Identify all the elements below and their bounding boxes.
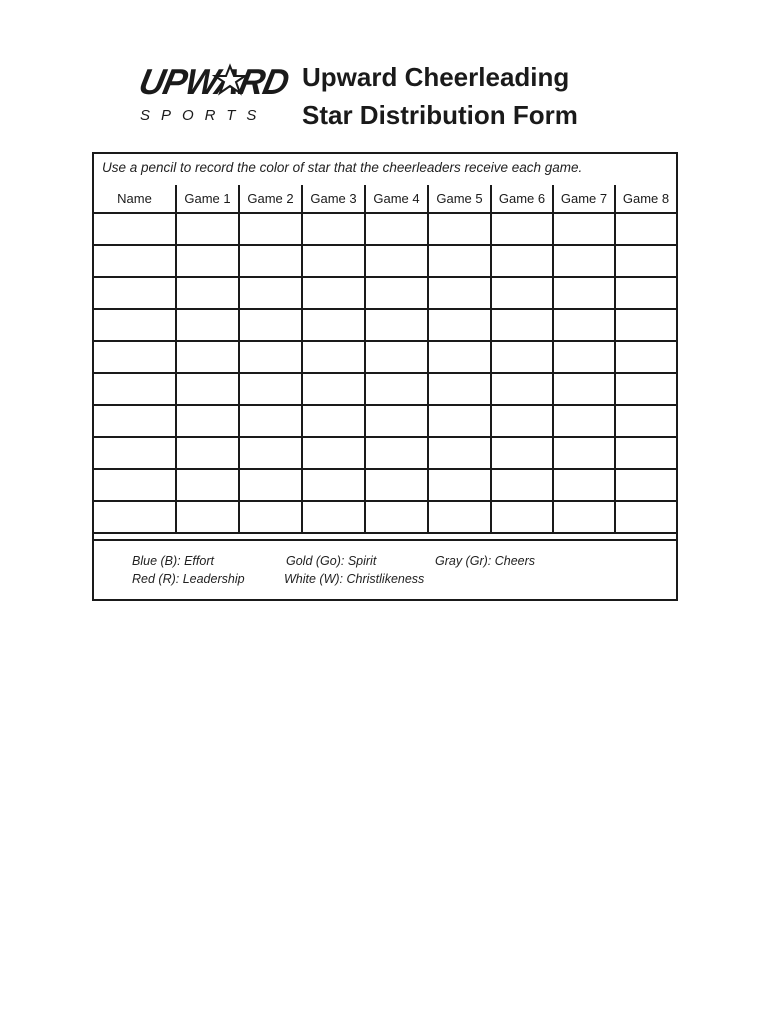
game-cell[interactable] bbox=[491, 469, 553, 501]
header-game-5: Game 5 bbox=[428, 185, 491, 213]
game-cell[interactable] bbox=[553, 245, 615, 277]
game-cell[interactable] bbox=[553, 341, 615, 373]
game-cell[interactable] bbox=[176, 213, 239, 245]
game-cell[interactable] bbox=[428, 341, 491, 373]
game-cell[interactable] bbox=[615, 277, 676, 309]
game-cell[interactable] bbox=[239, 501, 302, 533]
game-cell[interactable] bbox=[239, 245, 302, 277]
game-cell[interactable] bbox=[176, 469, 239, 501]
table-header-row bbox=[94, 185, 676, 213]
name-cell[interactable] bbox=[94, 437, 176, 469]
game-cell[interactable] bbox=[428, 405, 491, 437]
game-cell[interactable] bbox=[615, 245, 676, 277]
game-cell[interactable] bbox=[615, 405, 676, 437]
game-cell[interactable] bbox=[302, 309, 365, 341]
table-row bbox=[94, 309, 676, 341]
game-cell[interactable] bbox=[553, 213, 615, 245]
header-name: Name bbox=[94, 185, 176, 213]
game-cell[interactable] bbox=[302, 373, 365, 405]
game-cell[interactable] bbox=[491, 437, 553, 469]
game-cell[interactable] bbox=[553, 501, 615, 533]
game-cell[interactable] bbox=[491, 277, 553, 309]
game-cell[interactable] bbox=[176, 373, 239, 405]
header-game-4: Game 4 bbox=[365, 185, 428, 213]
game-cell[interactable] bbox=[176, 437, 239, 469]
header-game-1: Game 1 bbox=[176, 185, 239, 213]
game-cell[interactable] bbox=[302, 437, 365, 469]
game-cell[interactable] bbox=[239, 405, 302, 437]
name-cell[interactable] bbox=[94, 501, 176, 533]
game-cell[interactable] bbox=[365, 277, 428, 309]
game-cell[interactable] bbox=[365, 309, 428, 341]
game-cell[interactable] bbox=[615, 213, 676, 245]
game-cell[interactable] bbox=[365, 437, 428, 469]
game-cell[interactable] bbox=[176, 277, 239, 309]
game-cell[interactable] bbox=[491, 245, 553, 277]
legend-white: White (W): Christlikeness bbox=[284, 572, 425, 586]
game-cell[interactable] bbox=[239, 373, 302, 405]
table-row bbox=[94, 373, 676, 405]
game-cell[interactable] bbox=[365, 469, 428, 501]
header-game-3: Game 3 bbox=[302, 185, 365, 213]
instruction-text: Use a pencil to record the color of star that the cheerleaders receive each game. bbox=[102, 160, 583, 175]
game-cell[interactable] bbox=[491, 309, 553, 341]
game-cell[interactable] bbox=[239, 341, 302, 373]
table-row bbox=[94, 341, 676, 373]
title-line-2: Star Distribution Form bbox=[302, 100, 578, 130]
game-cell[interactable] bbox=[553, 405, 615, 437]
game-cell[interactable] bbox=[491, 501, 553, 533]
game-cell[interactable] bbox=[302, 341, 365, 373]
table-row bbox=[94, 469, 676, 501]
game-cell[interactable] bbox=[365, 373, 428, 405]
header-game-2: Game 2 bbox=[239, 185, 302, 213]
title-line-1: Upward Cheerleading bbox=[302, 62, 570, 92]
logo-graphic bbox=[130, 62, 290, 126]
game-cell[interactable] bbox=[428, 245, 491, 277]
name-cell[interactable] bbox=[94, 341, 176, 373]
game-cell[interactable] bbox=[239, 469, 302, 501]
game-cell[interactable] bbox=[176, 501, 239, 533]
game-cell[interactable] bbox=[302, 405, 365, 437]
game-cell[interactable] bbox=[553, 373, 615, 405]
game-cell[interactable] bbox=[615, 469, 676, 501]
name-cell[interactable] bbox=[94, 245, 176, 277]
header-game-7: Game 7 bbox=[553, 185, 615, 213]
game-cell[interactable] bbox=[239, 309, 302, 341]
game-cell[interactable] bbox=[428, 277, 491, 309]
name-cell[interactable] bbox=[94, 373, 176, 405]
name-cell[interactable] bbox=[94, 309, 176, 341]
game-cell[interactable] bbox=[615, 501, 676, 533]
game-cell[interactable] bbox=[365, 341, 428, 373]
game-cell[interactable] bbox=[428, 469, 491, 501]
svg-text:UPWARD: UPWARD bbox=[135, 62, 290, 102]
game-cell[interactable] bbox=[365, 213, 428, 245]
upward-sports-logo bbox=[130, 62, 290, 126]
game-cell[interactable] bbox=[302, 469, 365, 501]
game-cell[interactable] bbox=[176, 245, 239, 277]
game-cell[interactable] bbox=[239, 213, 302, 245]
table-row bbox=[94, 245, 676, 277]
game-cell[interactable] bbox=[176, 405, 239, 437]
game-cell[interactable] bbox=[553, 469, 615, 501]
game-cell[interactable] bbox=[428, 213, 491, 245]
table-row bbox=[94, 277, 676, 309]
form-title bbox=[302, 58, 578, 134]
game-cell[interactable] bbox=[491, 373, 553, 405]
name-cell[interactable] bbox=[94, 277, 176, 309]
svg-text:SPORTS: SPORTS bbox=[140, 107, 268, 124]
name-cell[interactable] bbox=[94, 213, 176, 245]
game-cell[interactable] bbox=[615, 309, 676, 341]
name-cell[interactable] bbox=[94, 405, 176, 437]
star-distribution-form bbox=[92, 152, 678, 601]
name-cell[interactable] bbox=[94, 469, 176, 501]
game-cell[interactable] bbox=[239, 437, 302, 469]
game-cell[interactable] bbox=[553, 437, 615, 469]
legend-gold: Gold (Go): Spirit bbox=[286, 554, 377, 568]
game-cell[interactable] bbox=[302, 213, 365, 245]
game-cell[interactable] bbox=[553, 309, 615, 341]
game-cell[interactable] bbox=[365, 245, 428, 277]
game-cell[interactable] bbox=[491, 405, 553, 437]
game-cell[interactable] bbox=[491, 341, 553, 373]
table-row bbox=[94, 213, 676, 245]
game-cell[interactable] bbox=[428, 437, 491, 469]
game-cell[interactable] bbox=[428, 501, 491, 533]
legend-blue: Blue (B): Effort bbox=[132, 554, 214, 568]
game-cell[interactable] bbox=[491, 213, 553, 245]
game-cell[interactable] bbox=[428, 309, 491, 341]
game-cell[interactable] bbox=[302, 245, 365, 277]
legend-red: Red (R): Leadership bbox=[132, 572, 245, 586]
table-row bbox=[94, 501, 676, 533]
game-cell[interactable] bbox=[176, 309, 239, 341]
game-cell[interactable] bbox=[302, 277, 365, 309]
table-row bbox=[94, 405, 676, 437]
game-cell[interactable] bbox=[615, 341, 676, 373]
star-table bbox=[94, 185, 676, 534]
table-row bbox=[94, 437, 676, 469]
legend-gray: Gray (Gr): Cheers bbox=[435, 554, 536, 568]
game-cell[interactable] bbox=[365, 405, 428, 437]
game-cell[interactable] bbox=[239, 277, 302, 309]
game-cell[interactable] bbox=[553, 277, 615, 309]
game-cell[interactable] bbox=[365, 501, 428, 533]
header-game-8: Game 8 bbox=[615, 185, 676, 213]
game-cell[interactable] bbox=[302, 501, 365, 533]
game-cell[interactable] bbox=[428, 373, 491, 405]
header-game-6: Game 6 bbox=[491, 185, 553, 213]
game-cell[interactable] bbox=[176, 341, 239, 373]
game-cell[interactable] bbox=[615, 437, 676, 469]
game-cell[interactable] bbox=[615, 373, 676, 405]
table-body bbox=[94, 213, 676, 533]
legend-divider bbox=[94, 539, 676, 541]
